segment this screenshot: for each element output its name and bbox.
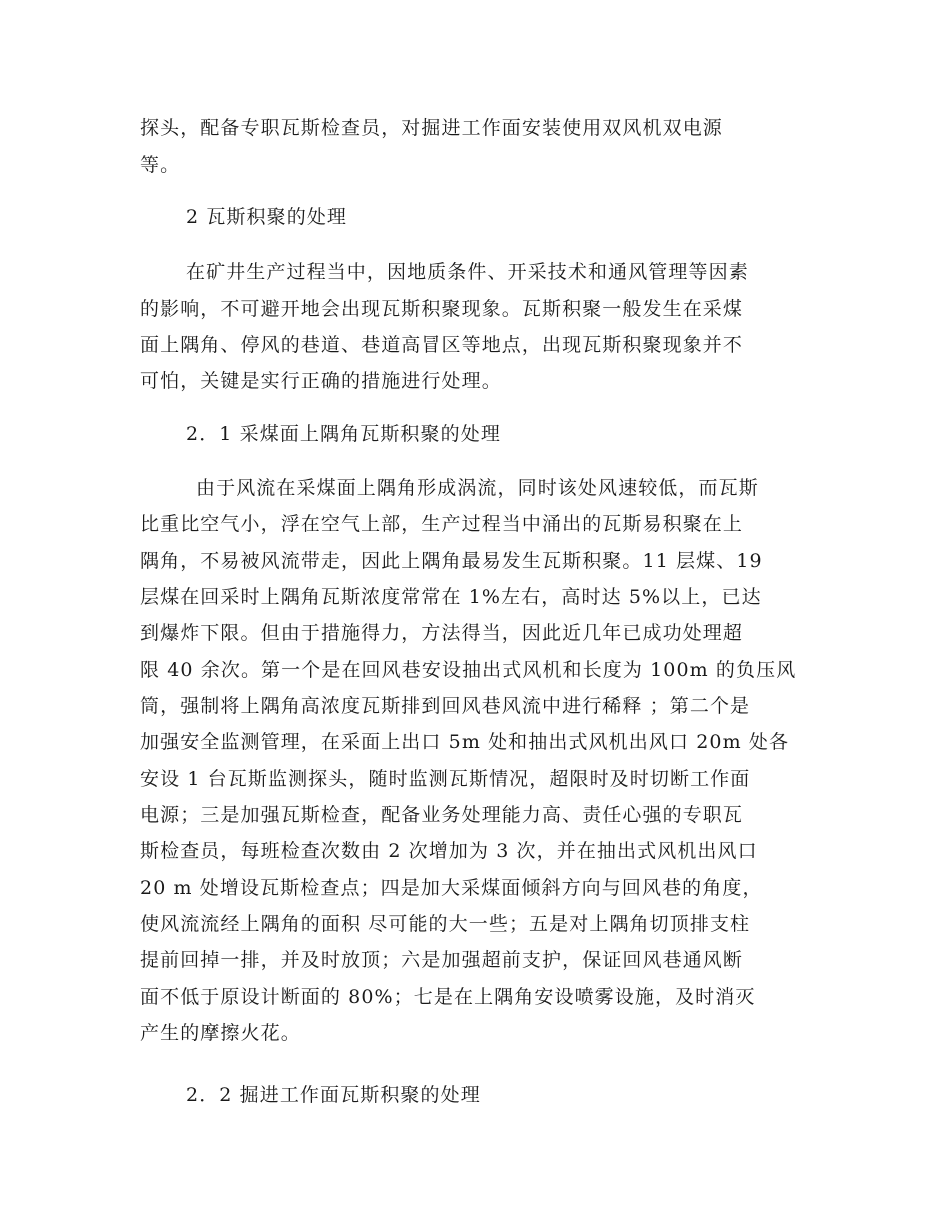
paragraph-line: 限 40 余次。第一个是在回风巷安设抽出式风机和长度为 100m 的负压风 (140, 659, 797, 681)
paragraph-line: 的影响，不可避开地会出现瓦斯积聚现象。瓦斯积聚一般发生在采煤 (140, 298, 744, 320)
paragraph-line: 加强安全监测管理，在采面上出口 5m 处和抽出式风机出风口 20m 处各 (140, 731, 790, 753)
paragraph-line: 到爆炸下限。但由于措施得力，方法得当，因此近几年已成功处理超 (140, 622, 744, 644)
paragraph-line: 安设 1 台瓦斯监测探头，随时监测瓦斯情况，超限时及时切断工作面 (140, 768, 751, 790)
paragraph-line: 电源；三是加强瓦斯检查，配备业务处理能力高、责任心强的专职瓦 (140, 804, 744, 826)
paragraph-line: 等。 (140, 154, 181, 176)
paragraph-line: 层煤在回采时上隅角瓦斯浓度常常在 1%左右，高时达 5%以上，已达 (140, 586, 762, 608)
paragraph-line: 产生的摩擦火花。 (140, 1022, 301, 1044)
paragraph-line: 斯检查员，每班检查次数由 2 次增加为 3 次，并在抽出式风机出风口 (140, 840, 758, 862)
paragraph-line: 隅角，不易被风流带走，因此上隅角最易发生瓦斯积聚。11 层煤、19 (140, 550, 763, 572)
paragraph-line: 由于风流在采煤面上隅角形成涡流，同时该处风速较低，而瓦斯 (196, 477, 759, 499)
paragraph-line: 面不低于原设计断面的 80%；七是在上隅角安设喷雾设施，及时消灭 (140, 986, 756, 1008)
subsection-heading: 2．1 采煤面上隅角瓦斯积聚的处理 (186, 423, 501, 445)
paragraph-line: 面上隅角、停风的巷道、巷道高冒区等地点，出现瓦斯积聚现象并不 (140, 334, 744, 356)
paragraph-line: 20 m 处增设瓦斯检查点；四是加大采煤面倾斜方向与回风巷的角度， (140, 877, 763, 899)
paragraph-line: 筒，强制将上隅角高浓度瓦斯排到回风巷风流中进行稀释 ；第二个是 (140, 695, 751, 717)
paragraph-line: 可怕，关键是实行正确的措施进行处理。 (140, 370, 502, 392)
section-heading: 2 瓦斯积聚的处理 (186, 206, 348, 228)
paragraph-line: 使风流流经上隅角的面积 尽可能的大一些；五是对上隅角切顶排支柱 (140, 913, 751, 935)
paragraph-line: 提前回掉一排，并及时放顶；六是加强超前支护，保证回风巷通风断 (140, 949, 744, 971)
paragraph-line: 探头，配备专职瓦斯检查员，对掘进工作面安装使用双风机双电源 (140, 117, 723, 139)
subsection-heading: 2．2 掘进工作面瓦斯积聚的处理 (186, 1084, 481, 1106)
paragraph-line: 比重比空气小，浮在空气上部，生产过程当中涌出的瓦斯易积聚在上 (140, 513, 744, 535)
paragraph-line: 在矿井生产过程当中，因地质条件、开采技术和通风管理等因素 (186, 261, 749, 283)
